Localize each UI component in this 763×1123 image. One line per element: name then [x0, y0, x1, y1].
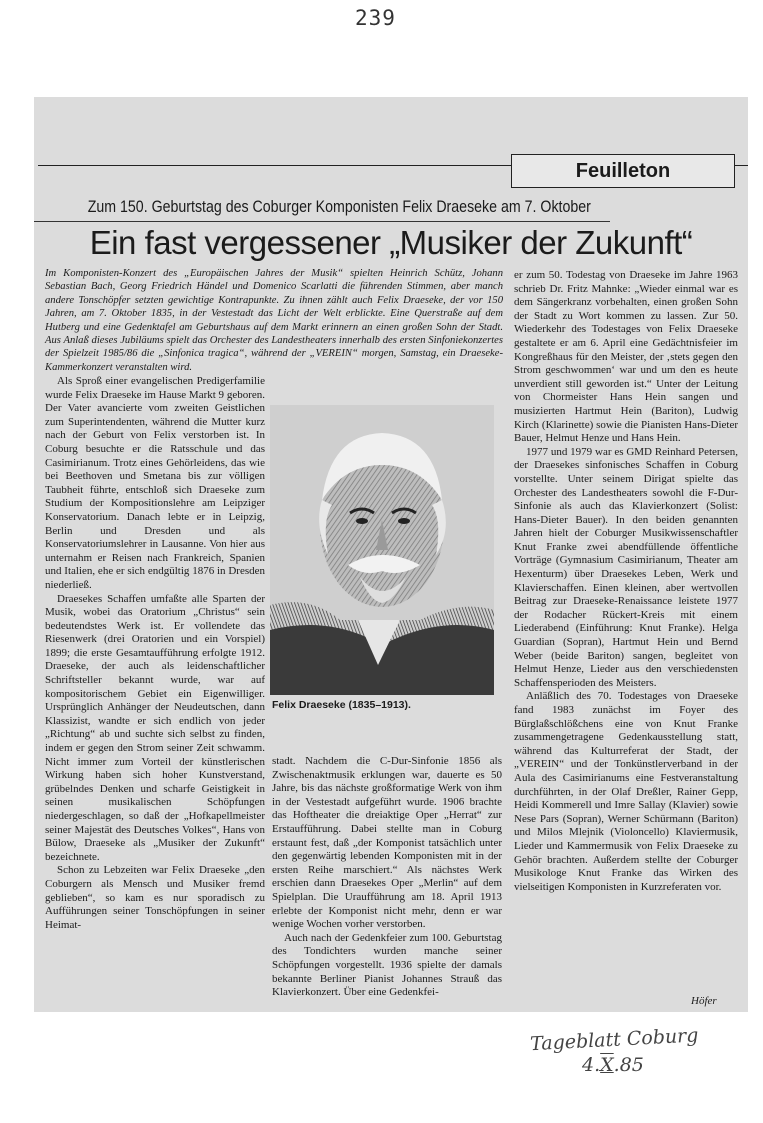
section-label: Feuilleton: [511, 154, 735, 188]
paragraph: stadt. Nachdem die C-Dur-Sinfonie 1856 als Zwischenaktmusik erklungen war, dauerte es 50 Jahre, bis das nächste großformatige Werk von ihm in der Vestestadt aufgeführt wurde. 1906 brachte das Hoftheater die dreiaktige Oper „Herrat“ zur Erstaufführung. Dabei stellte man in Coburg erstaunt fest, daß „der Komponist tatsächlich unter den gegenwärtig lebenden Komponisten mit in der ersten Reihe marschiert.“ Als nächstes Werk erschien dann Draesekes Oper „Merlin“ auf dem Spielplan. Die Uraufführung am 18. April 1913 erlebte der Komponist nicht mehr, denn er war wenige Wochen vorher verstorben.: [272, 755, 502, 931]
handwritten-note: [529, 1024, 730, 1076]
handwritten-date: [582, 1054, 730, 1076]
paragraph: Anläßlich des 70. Todestages von Draeseke fand 1983 zunächst im Foyer des Bürglaßschlößchens eine von Knut Franke zusammengetragene Gedenkausstellung statt, während das Kulturreferat der Stadt, der „VEREIN“ und der Tonkünstlerverband in der Aula des Casimirianums eine Festveranstaltung durchführten, in der Olaf Dreßler, Rainer Gepp, Heidi Kommerell und Imre Sallay (Klavier) sowie Nese Pars (Sopran), Werner Schürmann (Bariton) und Milos Mlejnik (Violoncello) Klaviermusik, Lieder und Kammermusik von Felix Draeseke zu Gehör brachten. Außerdem stellte der Coburger Musikologe Knut Franke das Wirken des vielseitigen Komponisten in Kurzreferaten vor.: [514, 690, 738, 893]
kicker-rule: [34, 221, 610, 222]
paragraph: Als Sproß einer evangelischen Predigerfamilie wurde Felix Draeseke im Hause Markt 9 geboren. Der Vater avancierte vom zweiten Geistlichen zum Superintendenten, während die Mutter kurz nach der Geburt von Felix verstorben ist. In Coburg besuchte er die Ratsschule und das Casimirianum. Trotz eines Gehörleidens, das wie bei Beethoven und Smetana bis zur völligen Taubheit führte, entschloß sich Draeseke zum Studium der Kompositionslehre am Leipziger Konservatorium. Danach lebte er in Leipzig, Berlin und Dresden und als Konservatoriumslehrer in Lausanne. Von hier aus unternahm er Reisen nach Frankreich, Spanien und Italien, ehe er sich endgültig 1876 in Dresden niederließ.: [45, 375, 265, 591]
lead-paragraph: Im Komponisten-Konzert des „Europäischen Jahres der Musik“ spielten Heinrich Schütz, Johann Sebastian Bach, Georg Friedrich Händel und Domenico Scarlatti die führenden Stimmen, aber manch andere Tonschöpfer setzten gewichtige Kontrapunkte. Zu ihnen zählt auch Felix Draeseke, der vor 150 Jahren, am 7. Oktober 1835, in der Vestestadt das Licht der Welt erblickte. Eine Querstraße auf dem Hutberg und eine Gedenktafel am Geburtshaus auf dem Markt erinnern an einen großen Sohn der Stadt. Aus Anlaß dieses Jubiläums spielt das Orchester des Landestheaters innerhalb des ersten Sinfoniekonzertes der Spielzeit 1985/86 die „Sinfonica tragica“, während der „VEREIN“ morgen, Samstag, ein Draeseke-Kammerkonzert veranstalten wird.: [45, 268, 503, 373]
paragraph: er zum 50. Todestag von Draeseke im Jahre 1963 schrieb Dr. Fritz Mahnke: „Wieder einmal war es dem Sängerkranz vorbehalten, einen großen Sohn der Stadt zu Wort kommen zu lassen. Zur 50. Wiederkehr des Todestages von Felix Draeseke gestaltete er am 6. April eine Gedächtnisfeier im Kongreßhaus für den Meister, der ‚stets gegen den Strom geschwommen‘ war und um den es heute unverdient still geworden ist.“ Unter der Leitung von Chormeister Hans Hein sangen und musizierten Hartmut Hein (Bariton), Ludwig Kirch (Klarinette) sowie die Pianisten Hans-Dieter Bauer, Helmut Henze und Hans Hein.: [514, 269, 738, 445]
handwritten-year: .85: [613, 1054, 644, 1076]
portrait-image: [270, 405, 494, 695]
header-rule-right: [734, 165, 748, 166]
header-rule: [38, 165, 513, 166]
paragraph: Draesekes Schaffen umfaßte alle Sparten der Musik, wobei das Oratorium „Christus“ sein bedeutendstes Werk ist. Er vollendete das Riesenwerk (drei Oratorien und ein Vorspiel) 1899; die erste Gesamtaufführung erfolgte 1912. Draeseke, der auch als leidenschaftlicher Schriftsteller bekannt wurde, war auf kompositorischem Gebiet ein Eigenwilliger. Ursprünglich Anhänger der Neudeutschen, dann Klassizist, wandte er sich endlich von jeder „Richtung“ ab und suchte sich selbst zu finden, indem er gegen den Strom seiner Zeit schwamm. Nicht immer zum Vorteil der künstlerischen Wirkung haben sich hoher Kunstverstand, grübelndes Denken und scharfe Geistigkeit in seinen musikalischen Schöpfungen niedergeschlagen, so daß der „Hofkapellmeister seiner Majestät des Deutsches Volkes“, Hans von Bülow, Draeseke als „Musiker der Zukunft“ bezeichnete.: [45, 592, 265, 863]
text-column-1: [45, 375, 265, 1000]
handwritten-day: 4.: [582, 1054, 601, 1076]
handwritten-month: X: [600, 1054, 614, 1076]
paragraph: Schon zu Lebzeiten war Felix Draeseke „den Coburgern als Mensch und Musiker fremd geblieben“, so kam es nur sporadisch zu Aufführungen seiner Tonschöpfungen in seiner Heimat-: [45, 864, 265, 931]
text-column-3: [514, 269, 738, 1009]
image-caption: Felix Draeseke (1835–1913).: [272, 699, 411, 711]
kicker: Zum 150. Geburtstag des Coburger Komponisten Felix Draeseke am 7. Oktober: [87, 198, 591, 216]
newspaper-clipping: [34, 97, 748, 1012]
text-column-2: [272, 755, 502, 1010]
paragraph: 1977 und 1979 war es GMD Reinhard Petersen, der Draesekes sinfonisches Schaffen in Coburg vorstellte. Unter seinem Dirigat spielte das Orchester des Landestheaters sowohl die F-Dur-Sinfonie als auch das Klavierkonzert (Solist: Hans-Dieter Bauer). In den beiden genannten Jahren hielt der Coburger Musikwissenschaftler Knut Franke zwei abendfüllende öffentliche Vorträge (Gymnasium Casimirianum, Theater am Hexenturm) über Draesekes Leben, Werk und Klavierschaffen. Einen kleinen, aber wertvollen Beitrag zur Draeseke-Renaissance leistete 1977 der Rodacher Rückert-Kreis mit einem Liederabend (Einführung: Knut Franke). Helga Guardian (Sopran), Hartmut Hein und Bernd Weber (beide Bariton) sangen, begleitet von Helmut Henze, Lieder aus den verschiedensten Schaffensperioden des Meisters.: [514, 445, 738, 689]
page-number: 239: [355, 6, 396, 30]
paragraph: Auch nach der Gedenkfeier zum 100. Geburtstag des Tondichters wurden manche seiner Schöpfungen vorgestellt. 1936 spielte der damals bekannte Berliner Pianist Johannes Strauß das Klavierkonzert. Über eine Gedenkfei-: [272, 931, 502, 999]
author-signature: Höfer: [691, 995, 717, 1007]
handwritten-source: Tageblatt Coburg: [529, 1024, 699, 1056]
headline: Ein fast vergessener „Musiker der Zukunft“: [89, 224, 693, 261]
